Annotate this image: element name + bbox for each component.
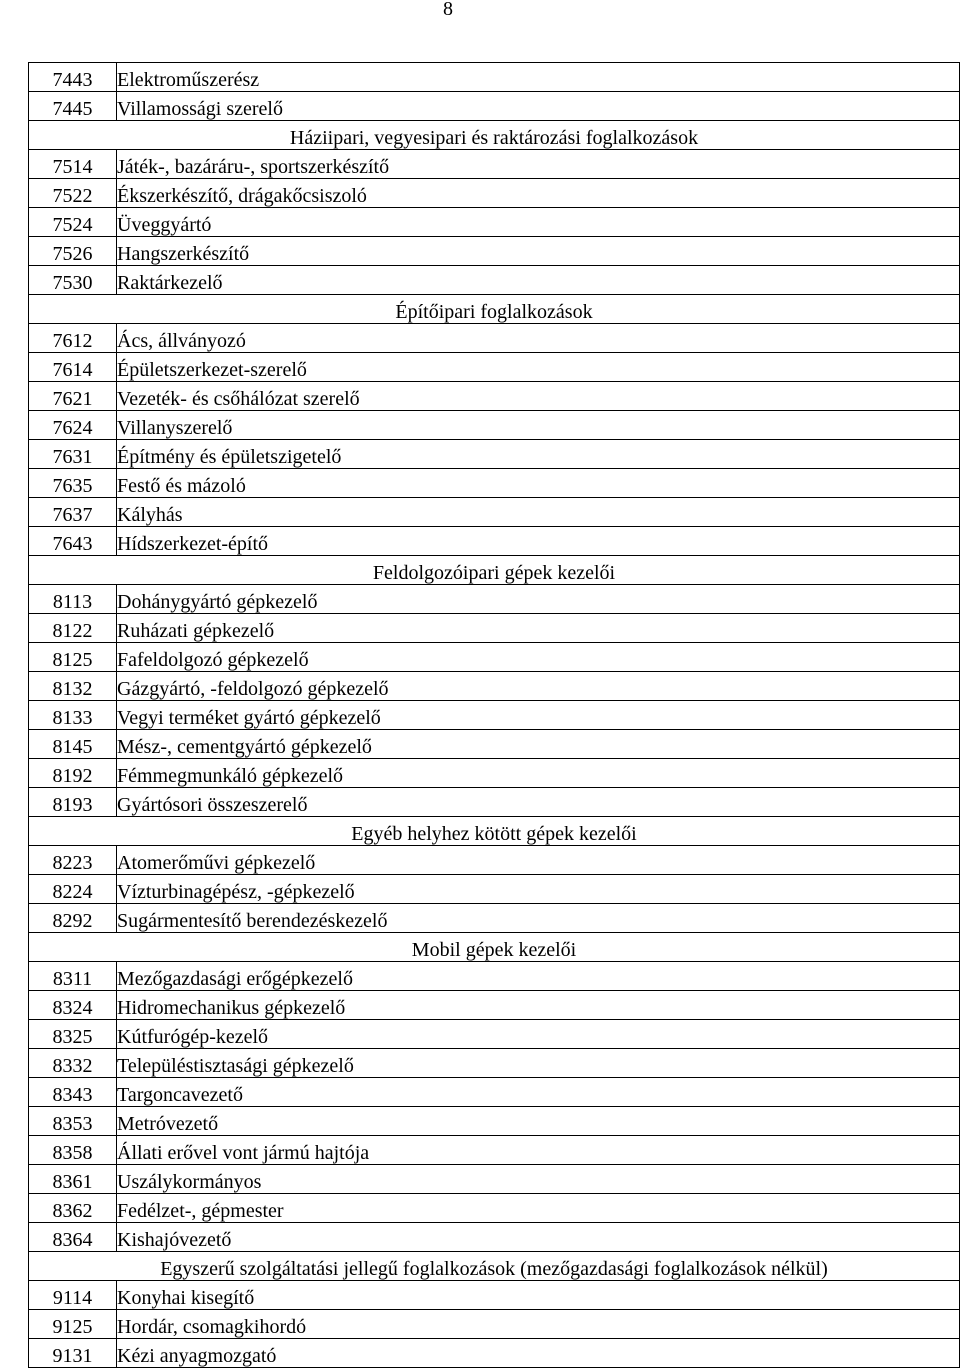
occupation-code <box>29 440 117 469</box>
occupation-row <box>29 1020 960 1049</box>
occupation-name-text: Metróvezető <box>117 1113 219 1135</box>
occupation-name <box>117 324 960 353</box>
occupation-code <box>29 353 117 382</box>
occupation-name <box>117 1078 960 1107</box>
occupation-name-text: Kútfurógép-kezelő <box>117 1026 269 1048</box>
occupation-name-text: Hordár, csomagkihordó <box>117 1316 307 1338</box>
occupation-code <box>29 585 117 614</box>
occupation-row <box>29 788 960 817</box>
occupation-row <box>29 672 960 701</box>
occupation-code <box>29 730 117 759</box>
occupation-name <box>117 585 960 614</box>
occupation-row <box>29 614 960 643</box>
occupation-name <box>117 614 960 643</box>
occupation-code-text: 8122 <box>52 620 93 642</box>
section-title <box>29 556 960 585</box>
section-title <box>29 1252 960 1281</box>
occupation-table-body <box>29 63 960 1368</box>
occupation-row <box>29 1194 960 1223</box>
occupation-code-text: 7621 <box>52 388 93 410</box>
occupation-code <box>29 382 117 411</box>
section-title <box>29 817 960 846</box>
occupation-code <box>29 991 117 1020</box>
occupation-code-text: 8224 <box>52 881 93 903</box>
occupation-row <box>29 498 960 527</box>
occupation-code <box>29 962 117 991</box>
section-title <box>29 295 960 324</box>
occupation-code <box>29 179 117 208</box>
occupation-code <box>29 788 117 817</box>
occupation-name-text: Építmény és épületszigetelő <box>117 446 342 468</box>
occupation-name-text: Hidromechanikus gépkezelő <box>117 997 346 1019</box>
section-header-row <box>29 556 960 585</box>
occupation-code-text: 7514 <box>52 156 93 178</box>
occupation-code-text: 7443 <box>52 69 93 91</box>
occupation-code-text: 8311 <box>52 968 93 990</box>
occupation-name <box>117 1194 960 1223</box>
occupation-code <box>29 469 117 498</box>
occupation-code-text: 7522 <box>52 185 93 207</box>
occupation-row <box>29 150 960 179</box>
occupation-row <box>29 875 960 904</box>
occupation-code <box>29 498 117 527</box>
occupation-code <box>29 237 117 266</box>
occupation-code-text: 8353 <box>52 1113 93 1135</box>
occupation-row <box>29 1165 960 1194</box>
occupation-code <box>29 701 117 730</box>
occupation-row <box>29 904 960 933</box>
occupation-code <box>29 875 117 904</box>
occupation-code <box>29 759 117 788</box>
occupation-code <box>29 672 117 701</box>
occupation-row <box>29 179 960 208</box>
occupation-code-text: 7445 <box>52 98 93 120</box>
occupation-name-text: Ékszerkészítő, drágakőcsiszoló <box>117 185 367 207</box>
occupation-name <box>117 527 960 556</box>
section-title-text: Építőipari foglalkozások <box>395 301 593 323</box>
occupation-row <box>29 1223 960 1252</box>
occupation-name <box>117 179 960 208</box>
occupation-code-text: 7637 <box>52 504 93 526</box>
occupation-name-text: Sugármentesítő berendezéskezelő <box>117 910 388 932</box>
occupation-name <box>117 208 960 237</box>
occupation-code <box>29 411 117 440</box>
occupation-name <box>117 266 960 295</box>
occupation-name-text: Kályhás <box>117 504 183 526</box>
occupation-name <box>117 991 960 1020</box>
occupation-name-text: Festő és mázoló <box>117 475 246 497</box>
occupation-code <box>29 643 117 672</box>
occupation-row <box>29 1107 960 1136</box>
occupation-row <box>29 440 960 469</box>
occupation-name <box>117 382 960 411</box>
occupation-code-text: 8192 <box>52 765 93 787</box>
occupation-code-text: 8292 <box>52 910 93 932</box>
occupation-name <box>117 498 960 527</box>
occupation-code <box>29 1223 117 1252</box>
occupation-code <box>29 846 117 875</box>
occupation-name-text: Állati erővel vont jármú hajtója <box>117 1142 370 1164</box>
occupation-name-text: Épületszerkezet-szerelő <box>117 359 307 381</box>
section-header-row <box>29 933 960 962</box>
occupation-name <box>117 1281 960 1310</box>
occupation-name-text: Raktárkezelő <box>117 272 223 294</box>
occupation-code <box>29 1078 117 1107</box>
occupation-name-text: Villamossági szerelő <box>117 98 283 120</box>
occupation-name-text: Fafeldolgozó gépkezelő <box>117 649 309 671</box>
occupation-name <box>117 701 960 730</box>
occupation-code <box>29 1136 117 1165</box>
section-title-text: Egyszerű szolgáltatási jellegű foglalkozások (mezőgazdasági foglalkozások nélkül) <box>160 1258 828 1280</box>
occupation-row <box>29 701 960 730</box>
occupation-row <box>29 1339 960 1368</box>
occupation-code-text: 7631 <box>52 446 93 468</box>
occupation-row <box>29 63 960 92</box>
occupation-code <box>29 1339 117 1368</box>
occupation-name <box>117 1310 960 1339</box>
occupation-code <box>29 92 117 121</box>
occupation-name-text: Villanyszerelő <box>117 417 233 439</box>
occupation-row <box>29 730 960 759</box>
occupation-row <box>29 991 960 1020</box>
occupation-name-text: Fedélzet-, gépmester <box>117 1200 284 1222</box>
occupation-name-text: Gyártósori összeszerelő <box>117 794 308 816</box>
occupation-code-text: 8364 <box>52 1229 93 1251</box>
occupation-code <box>29 527 117 556</box>
occupation-code-text: 7530 <box>52 272 93 294</box>
occupation-row <box>29 324 960 353</box>
occupation-name-text: Mezőgazdasági erőgépkezelő <box>117 968 353 990</box>
occupation-code <box>29 266 117 295</box>
occupation-name <box>117 1165 960 1194</box>
occupation-code-text: 8332 <box>52 1055 93 1077</box>
occupation-name-text: Uszálykormányos <box>117 1171 262 1193</box>
occupation-code <box>29 904 117 933</box>
occupation-code <box>29 614 117 643</box>
occupation-name-text: Játék-, bazáráru-, sportszerkészítő <box>117 156 390 178</box>
occupation-code <box>29 208 117 237</box>
section-header-row <box>29 1252 960 1281</box>
occupation-code <box>29 1310 117 1339</box>
occupation-name <box>117 1223 960 1252</box>
occupation-row <box>29 585 960 614</box>
occupation-name-text: Targoncavezető <box>117 1084 243 1106</box>
occupation-name <box>117 730 960 759</box>
occupation-name <box>117 643 960 672</box>
section-title-text: Egyéb helyhez kötött gépek kezelői <box>351 823 637 845</box>
occupation-code-text: 8324 <box>52 997 93 1019</box>
occupation-row <box>29 266 960 295</box>
occupation-name-text: Konyhai kisegítő <box>117 1287 255 1309</box>
occupation-row <box>29 643 960 672</box>
occupation-row <box>29 411 960 440</box>
occupation-name-text: Mész-, cementgyártó gépkezelő <box>117 736 372 758</box>
occupation-code-text: 8362 <box>52 1200 93 1222</box>
page-number: 8 <box>443 0 453 20</box>
occupation-row <box>29 382 960 411</box>
occupation-name <box>117 1020 960 1049</box>
occupation-row <box>29 1049 960 1078</box>
occupation-row <box>29 208 960 237</box>
occupation-code <box>29 1281 117 1310</box>
occupation-name-text: Üveggyártó <box>117 214 212 236</box>
occupation-name <box>117 875 960 904</box>
occupation-name-text: Ruházati gépkezelő <box>117 620 275 642</box>
occupation-row <box>29 527 960 556</box>
occupation-name <box>117 411 960 440</box>
section-header-row <box>29 817 960 846</box>
occupation-row <box>29 846 960 875</box>
occupation-code-text: 8125 <box>52 649 93 671</box>
occupation-name-text: Fémmegmunkáló gépkezelő <box>117 765 344 787</box>
occupation-row <box>29 92 960 121</box>
section-title <box>29 933 960 962</box>
occupation-code-text: 8133 <box>52 707 93 729</box>
section-header-row <box>29 121 960 150</box>
occupation-name-text: Elektroműszerész <box>117 69 260 91</box>
occupation-name-text: Hangszerkészítő <box>117 243 250 265</box>
section-title <box>29 121 960 150</box>
occupation-code-text: 8223 <box>52 852 93 874</box>
occupation-name <box>117 904 960 933</box>
occupation-code <box>29 150 117 179</box>
occupation-name <box>117 846 960 875</box>
occupation-name-text: Atomerőművi gépkezelő <box>117 852 316 874</box>
occupation-code-text: 9131 <box>52 1345 93 1367</box>
occupation-code-text: 7624 <box>52 417 93 439</box>
occupation-name-text: Vegyi terméket gyártó gépkezelő <box>117 707 381 729</box>
occupation-name <box>117 1049 960 1078</box>
occupation-name-text: Településtisztasági gépkezelő <box>117 1055 354 1077</box>
occupation-name-text: Ács, állványozó <box>117 330 246 352</box>
occupation-code-text: 8343 <box>52 1084 93 1106</box>
occupation-code-text: 9125 <box>52 1316 93 1338</box>
occupation-name <box>117 672 960 701</box>
occupation-name <box>117 1136 960 1165</box>
occupation-code-text: 8361 <box>52 1171 93 1193</box>
occupation-code <box>29 1194 117 1223</box>
occupation-code <box>29 1049 117 1078</box>
occupation-code-text: 7614 <box>52 359 93 381</box>
occupation-code <box>29 63 117 92</box>
occupation-code <box>29 1020 117 1049</box>
occupation-code-text: 8193 <box>52 794 93 816</box>
occupation-name-text: Vezeték- és csőhálózat szerelő <box>117 388 360 410</box>
occupation-row <box>29 759 960 788</box>
occupation-row <box>29 237 960 266</box>
occupation-name <box>117 237 960 266</box>
occupation-code <box>29 1165 117 1194</box>
occupation-code-text: 7635 <box>52 475 93 497</box>
occupation-code <box>29 324 117 353</box>
occupation-name <box>117 92 960 121</box>
occupation-name-text: Kishajóvezető <box>117 1229 232 1251</box>
occupation-name <box>117 353 960 382</box>
occupation-name <box>117 788 960 817</box>
occupation-row <box>29 962 960 991</box>
occupation-name <box>117 63 960 92</box>
occupation-name-text: Vízturbinagépész, -gépkezelő <box>117 881 355 903</box>
occupation-code-text: 7526 <box>52 243 93 265</box>
occupation-name-text: Kézi anyagmozgató <box>117 1345 277 1367</box>
occupation-code-text: 8132 <box>52 678 93 700</box>
occupation-table <box>28 62 960 1368</box>
occupation-row <box>29 353 960 382</box>
section-header-row <box>29 295 960 324</box>
occupation-code-text: 8145 <box>52 736 93 758</box>
section-title-text: Háziipari, vegyesipari és raktározási foglalkozások <box>289 127 699 149</box>
occupation-row <box>29 1136 960 1165</box>
occupation-code-text: 8325 <box>52 1026 93 1048</box>
occupation-name <box>117 440 960 469</box>
occupation-code-text: 7612 <box>52 330 93 352</box>
occupation-row <box>29 469 960 498</box>
occupation-name <box>117 1339 960 1368</box>
occupation-code-text: 8358 <box>52 1142 93 1164</box>
occupation-row <box>29 1078 960 1107</box>
occupation-code-text: 9114 <box>52 1287 93 1309</box>
occupation-row <box>29 1281 960 1310</box>
occupation-name <box>117 150 960 179</box>
occupation-name <box>117 962 960 991</box>
occupation-code-text: 7524 <box>52 214 93 236</box>
section-title-text: Mobil gépek kezelői <box>411 939 577 961</box>
occupation-name <box>117 759 960 788</box>
occupation-row <box>29 1310 960 1339</box>
occupation-code-text: 7643 <box>52 533 93 555</box>
occupation-name <box>117 1107 960 1136</box>
occupation-code-text: 8113 <box>52 591 93 613</box>
section-title-text: Feldolgozóipari gépek kezelői <box>372 562 616 584</box>
occupation-name-text: Gázgyártó, -feldolgozó gépkezelő <box>117 678 389 700</box>
occupation-name <box>117 469 960 498</box>
occupation-code <box>29 1107 117 1136</box>
occupation-name-text: Hídszerkezet-építő <box>117 533 269 555</box>
occupation-name-text: Dohánygyártó gépkezelő <box>117 591 318 613</box>
